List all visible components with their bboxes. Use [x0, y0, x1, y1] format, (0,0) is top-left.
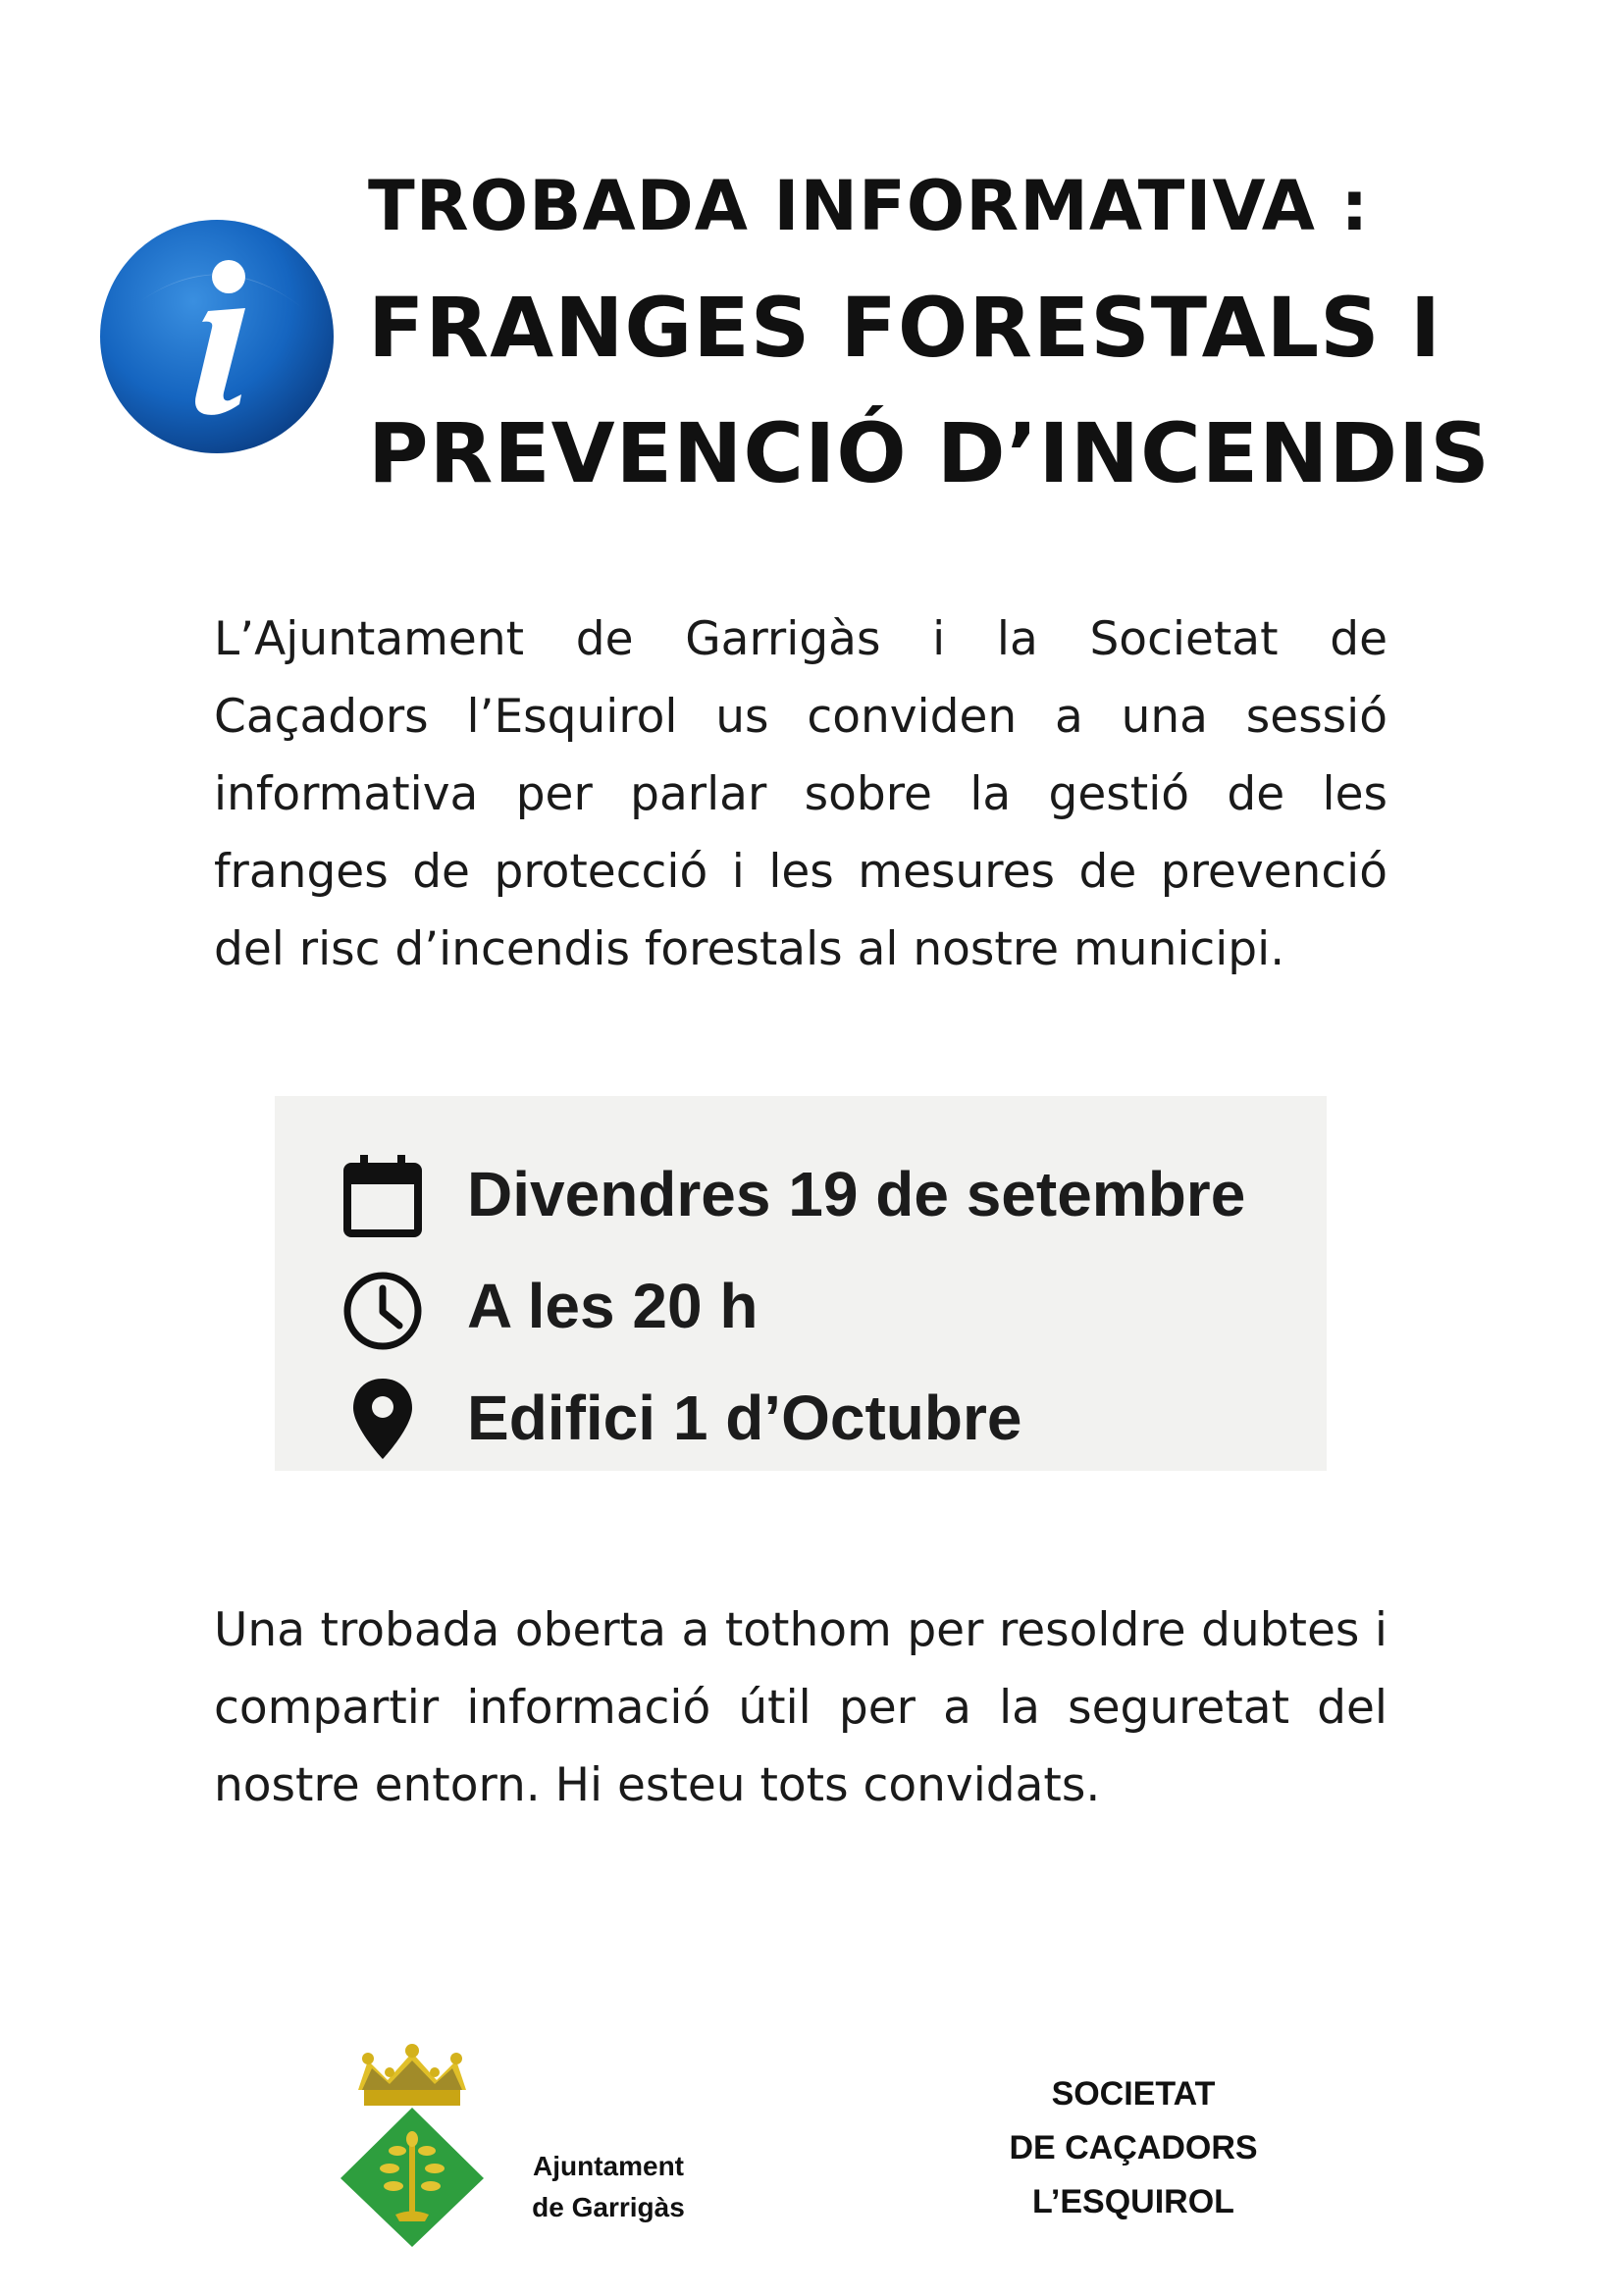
town-council-label — [491, 2146, 726, 2228]
town-line-2: de Garrigàs — [532, 2192, 685, 2222]
page-title — [368, 166, 1585, 501]
event-place: Edifici 1 d’Octubre — [467, 1383, 1022, 1453]
coat-of-arms-icon — [339, 2043, 486, 2249]
event-place-row — [275, 1369, 1327, 1467]
town-line-1: Ajuntament — [533, 2151, 684, 2181]
location-pin-icon — [339, 1375, 427, 1463]
event-date: Divendres 19 de setembre — [467, 1159, 1246, 1229]
clock-icon — [339, 1267, 427, 1355]
info-icon — [98, 218, 336, 455]
hunters-society-label — [981, 2067, 1285, 2229]
event-date-row — [275, 1145, 1327, 1243]
event-time-row — [275, 1257, 1327, 1355]
title-line-2: FRANGES FORESTALS I — [368, 280, 1442, 376]
society-line-2: DE CAÇADORS — [1009, 2129, 1258, 2166]
calendar-icon — [339, 1153, 427, 1241]
society-line-1: SOCIETAT — [1051, 2075, 1216, 2113]
event-time: A les 20 h — [467, 1271, 759, 1341]
title-line-3: PREVENCIÓ D’INCENDIS — [368, 405, 1491, 501]
intro-paragraph: L’Ajuntament de Garrigàs i la Societat de Caçadors l’Esquirol us conviden a una sessió informativa per parlar sobre la gestió de les franges de protecció i les mesures de prevenció del risc d’incendis forestals al nostre municipi. — [214, 612, 1387, 976]
closing-paragraph: Una trobada oberta a tothom per resoldre dubtes i compartir informació útil per a la seguretat del nostre entorn. Hi esteu tots convidats. — [214, 1603, 1387, 1812]
title-line-1: TROBADA INFORMATIVA : — [368, 166, 1370, 246]
event-details-box — [275, 1096, 1327, 1471]
society-line-3: L’ESQUIROL — [1032, 2183, 1234, 2220]
